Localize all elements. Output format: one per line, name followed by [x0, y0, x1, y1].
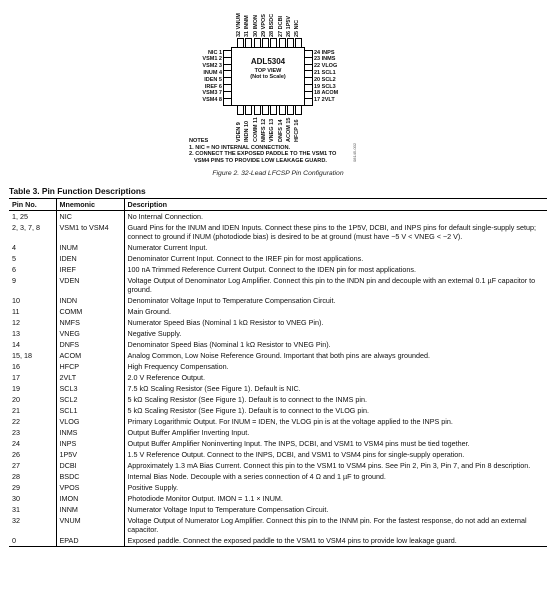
- description-cell: 2.0 V Reference Output.: [124, 372, 547, 383]
- description-cell: Main Ground.: [124, 306, 547, 317]
- figure-notes: [189, 138, 336, 164]
- mnemonic-cell: IREF: [56, 264, 124, 275]
- pin-label: 26 1P5V: [285, 15, 292, 37]
- table-row: [9, 383, 547, 394]
- description-cell: 100 nA Trimmed Reference Current Output. Connect to the IDEN pin for most applications.: [124, 264, 547, 275]
- ic-package: [231, 47, 305, 106]
- description-cell: Numerator Current Input.: [124, 242, 547, 253]
- pin-label: VSM2 3: [202, 63, 222, 70]
- pin-label: 31 INNM: [244, 15, 251, 37]
- description-cell: Internal Bias Node. Decouple with a series connection of 4 Ω and 1 µF to ground.: [124, 471, 547, 482]
- pin-number-cell: 21: [12, 406, 20, 415]
- pin-label: 20 SCL2: [314, 76, 336, 83]
- table-row: [9, 211, 547, 223]
- description-cell: 5 kΩ Scaling Resistor (See Figure 1). Default is to connect to the VLOG pin.: [124, 405, 547, 416]
- description-cell: Voltage Output of Denominator Log Amplifier. Connect this pin to the INDN pin and decouple with an external 0.1 µF capacitor to ground.: [124, 275, 547, 295]
- pin-number-cell: 24: [12, 439, 20, 448]
- pin-number-cell: 0: [9, 535, 56, 547]
- pin-configuration-figure: [0, 0, 556, 185]
- table-row: [9, 295, 547, 306]
- table-row: [9, 350, 547, 361]
- mnemonic-cell: DCBI: [56, 460, 124, 471]
- table-row: [9, 253, 547, 264]
- pin-number-cell: 15, 18: [12, 351, 32, 360]
- mnemonic-cell: VNEG: [56, 328, 124, 339]
- mnemonic-cell: INPS: [56, 438, 124, 449]
- pin-number-cell: 27: [12, 461, 20, 470]
- pin-label: 27 DCBI: [277, 15, 284, 37]
- table-row: [9, 482, 547, 493]
- note-line: VSM4 PINS TO PROVIDE LOW LEAKAGE GUARD.: [194, 157, 327, 164]
- pin-number-cell: 19: [12, 384, 20, 393]
- pin-label: 29 VPOS: [260, 14, 267, 37]
- table-title: Table 3. Pin Function Descriptions: [9, 186, 146, 196]
- mnemonic-cell: SCL2: [56, 394, 124, 405]
- description-cell: High Frequency Compensation.: [124, 361, 547, 372]
- description-cell: Negative Supply.: [124, 328, 547, 339]
- part-number: ADL5304: [250, 57, 286, 66]
- pin-number-cell: 20: [12, 395, 20, 404]
- table-row: [9, 460, 547, 471]
- pin-label: VSM4 8: [202, 97, 222, 104]
- description-cell: No Internal Connection.: [124, 211, 547, 223]
- pin-number-cell: 10: [12, 296, 20, 305]
- pin-label: VSM1 2: [202, 56, 222, 63]
- table-header-row: [9, 199, 547, 211]
- table-row: [9, 328, 547, 339]
- pin-number-cell: 9: [12, 276, 16, 285]
- mnemonic-cell: INDN: [56, 295, 124, 306]
- pin-label: VNEG 13: [269, 118, 276, 142]
- mnemonic-cell: ACOM: [56, 350, 124, 361]
- view-line-2: (Not to Scale): [250, 74, 286, 80]
- notes-title: NOTES: [189, 138, 209, 144]
- table-row: [9, 222, 547, 242]
- pin-number-cell: 22: [12, 417, 20, 426]
- pin-label: IREF 6: [204, 83, 222, 90]
- mnemonic-cell: NIC: [56, 211, 124, 223]
- pin-number-cell: 2, 3, 7, 8: [12, 223, 40, 232]
- pin-number-cell: 31: [12, 505, 20, 514]
- pin-number-cell: 13: [12, 329, 20, 338]
- table-row: [9, 504, 547, 515]
- table-row: [9, 242, 547, 253]
- pin-number-cell: 26: [12, 450, 20, 459]
- mnemonic-cell: VLOG: [56, 416, 124, 427]
- pin-label: 19 SCL3: [314, 83, 336, 90]
- mnemonic-cell: INUM: [56, 242, 124, 253]
- note-line: 2. CONNECT THE EXPOSED PADDLE TO THE VSM1 TO: [189, 151, 337, 157]
- table-row: [9, 471, 547, 482]
- mnemonic-cell: SCL3: [56, 383, 124, 394]
- description-cell: Photodiode Monitor Output. IMON = 1.1 × INUM.: [124, 493, 547, 504]
- pin-label: 23 INMS: [314, 56, 336, 63]
- table-row: [9, 264, 547, 275]
- pin-label: DNFS 14: [277, 119, 284, 142]
- pin-label: VDEN 9: [236, 122, 242, 142]
- description-cell: 5 kΩ Scaling Resistor (See Figure 1). Default is to connect to the INMS pin.: [124, 394, 547, 405]
- pin-number-cell: 29: [12, 483, 20, 492]
- pin-label: NIC 1: [207, 49, 222, 56]
- pin-number-cell: 4: [12, 243, 16, 252]
- pin-label: HFCP 16: [294, 119, 301, 142]
- pin-label: 28 BSDC: [269, 13, 276, 37]
- table-row: [9, 438, 547, 449]
- mnemonic-cell: VSM1 to VSM4: [56, 222, 124, 242]
- pin-number-cell: 28: [12, 472, 20, 481]
- description-cell: Denominator Speed Bias (Nominal 1 kΩ Resistor to VNEG Pin).: [124, 339, 547, 350]
- pin-label: 22 VLOG: [314, 63, 338, 70]
- mnemonic-cell: COMM: [56, 306, 124, 317]
- pin-label: IDEN 5: [204, 76, 222, 83]
- table-row: [9, 493, 547, 504]
- description-cell: Denominator Voltage Input to Temperature Compensation Circuit.: [124, 295, 547, 306]
- pin-number-cell: 6: [12, 265, 16, 274]
- pin-number-cell: 5: [12, 254, 16, 263]
- description-cell: Voltage Output of Numerator Log Amplifier. Connect this pin to the INNM pin. For the fastest response, do not add an external capacitor.: [124, 515, 547, 535]
- mnemonic-cell: VNUM: [56, 515, 124, 535]
- mnemonic-cell: VDEN: [56, 275, 124, 295]
- pin-label: 21 SCL1: [314, 69, 336, 76]
- pin-number-cell: 23: [12, 428, 20, 437]
- pin-label: INDN 10: [244, 120, 251, 142]
- table-row: [9, 394, 547, 405]
- pin-number-cell: 30: [12, 494, 20, 503]
- pin-number-cell: 12: [12, 318, 20, 327]
- table-row: [9, 515, 547, 535]
- description-cell: 7.5 kΩ Scaling Resistor (See Figure 1). Default is NIC.: [124, 383, 547, 394]
- description-cell: Denominator Current Input. Connect to the IREF pin for most applications.: [124, 253, 547, 264]
- pin-label: NMFS 12: [260, 118, 267, 142]
- table-row: [9, 416, 547, 427]
- mnemonic-cell: 1P5V: [56, 449, 124, 460]
- mnemonic-cell: EPAD: [56, 535, 124, 547]
- description-cell: Guard Pins for the INUM and IDEN Inputs. Connect these pins to the 1P5V, DCBI, and INPS pins for default single-supply setup; connect to ground if INUM (photodiode bias) is desired to be at ground (must have −5 V < VNEG < −2 V).: [124, 222, 547, 242]
- table-row: [9, 275, 547, 295]
- pin-number-cell: 11: [12, 307, 20, 316]
- table-row: [9, 405, 547, 416]
- description-cell: Primary Logarithmic Output. For INUM = IDEN, the VLOG pin is at the voltage applied to the INPS pin.: [124, 416, 547, 427]
- pin-label: 24 INPS: [314, 49, 335, 56]
- pin-number-cell: 16: [12, 362, 20, 371]
- pin-label: INUM 4: [203, 69, 222, 76]
- mnemonic-cell: SCL1: [56, 405, 124, 416]
- description-cell: Exposed paddle. Connect the exposed paddle to the VSM1 to VSM4 pins to provide low leakage guard.: [124, 535, 547, 547]
- pin-number-cell: 32: [12, 516, 20, 525]
- pin-function-table: [9, 198, 547, 547]
- pin-number-cell: 14: [12, 340, 20, 349]
- view-line-1: TOP VIEW: [254, 68, 282, 74]
- pin-label: ACOM 15: [285, 117, 292, 142]
- description-cell: Positive Supply.: [124, 482, 547, 493]
- pin-label: 17 2VLT: [314, 97, 335, 104]
- mnemonic-cell: 2VLT: [56, 372, 124, 383]
- table-row: [9, 449, 547, 460]
- mnemonic-cell: DNFS: [56, 339, 124, 350]
- note-line: 1. NIC = NO INTERNAL CONNECTION.: [189, 144, 291, 151]
- description-cell: Numerator Voltage Input to Temperature Compensation Circuit.: [124, 504, 547, 515]
- pin-number-cell: 1, 25: [12, 212, 28, 221]
- description-cell: Output Buffer Amplifier Inverting Input.: [124, 427, 547, 438]
- pin-label: 25 NIC: [294, 19, 301, 37]
- mnemonic-cell: VPOS: [56, 482, 124, 493]
- pin-label: VSM3 7: [202, 90, 222, 97]
- table-row: [9, 427, 547, 438]
- table-row: [9, 372, 547, 383]
- figure-code: 08145-002: [352, 142, 357, 162]
- pin-label: 32 VNUM: [236, 13, 242, 37]
- mnemonic-cell: HFCP: [56, 361, 124, 372]
- description-cell: Output Buffer Amplifier Noninverting Input. The INPS, DCBI, and VSM1 to VSM4 pins must be tied together.: [124, 438, 547, 449]
- pin-label: COMM 11: [252, 117, 259, 142]
- mnemonic-cell: INNM: [56, 504, 124, 515]
- figure-caption: Figure 2. 32-Lead LFCSP Pin Configuration: [212, 170, 344, 177]
- table-row: [9, 317, 547, 328]
- header-description: Description: [124, 199, 547, 211]
- mnemonic-cell: NMFS: [56, 317, 124, 328]
- description-cell: Numerator Speed Bias (Nominal 1 kΩ Resistor to VNEG Pin).: [124, 317, 547, 328]
- header-mnemonic: Mnemonic: [56, 199, 124, 211]
- pin-label: 18 ACOM: [314, 90, 339, 97]
- table-row: [9, 535, 547, 547]
- description-cell: Approximately 1.3 mA Bias Current. Connect this pin to the VSM1 to VSM4 pins. See Pin 2, Pin 3, Pin 7, and Pin 8 description.: [124, 460, 547, 471]
- pin-number-cell: 17: [12, 373, 20, 382]
- table-row: [9, 361, 547, 372]
- mnemonic-cell: INMS: [56, 427, 124, 438]
- table-row: [9, 339, 547, 350]
- view-label: [232, 68, 304, 80]
- header-pin-no: Pin No.: [9, 199, 56, 211]
- description-cell: Analog Common, Low Noise Reference Ground. Important that both pins are always grounded.: [124, 350, 547, 361]
- mnemonic-cell: IMON: [56, 493, 124, 504]
- pin-label: 30 IMON: [252, 14, 259, 37]
- table-row: [9, 306, 547, 317]
- description-cell: 1.5 V Reference Output. Connect to the INPS, DCBI, and VSM1 to VSM4 pins for single-supply operation.: [124, 449, 547, 460]
- mnemonic-cell: IDEN: [56, 253, 124, 264]
- mnemonic-cell: BSDC: [56, 471, 124, 482]
